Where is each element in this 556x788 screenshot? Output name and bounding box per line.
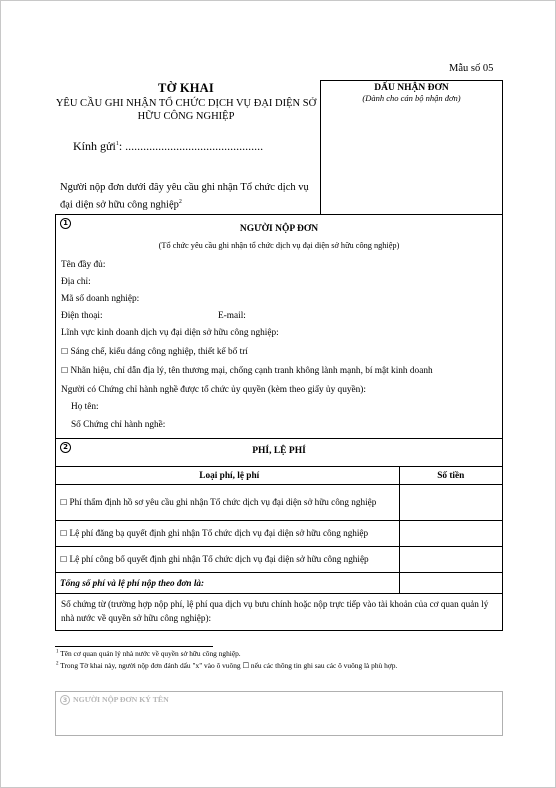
section-applicant-title: NGƯỜI NỘP ĐƠN	[239, 224, 319, 234]
section-applicant	[56, 215, 502, 439]
section-fees-title: PHÍ, LỆ PHÍ	[252, 446, 306, 456]
footnote-1	[56, 649, 241, 658]
fee-registration-label: Lệ phí đăng bạ quyết định ghi nhận Tổ chức dịch vụ đại diện sở hữu công nghiệp	[69, 528, 369, 538]
authorized-person-heading: Người có Chứng chỉ hành nghề được tổ chức ủy quyền (kèm theo giấy ủy quyền):	[61, 385, 366, 395]
form-title: TỜ KHAI	[158, 81, 214, 95]
total-amount-cell[interactable]	[399, 573, 502, 593]
signature-label-text: NGƯỜI NỘP ĐƠN KÝ TÊN	[73, 695, 169, 704]
checkbox-icon[interactable]: ☐	[61, 347, 69, 356]
col-fee-type: Loại phí, lệ phí	[56, 467, 399, 485]
signature-box[interactable]	[55, 691, 503, 736]
option-trademark-label: Nhãn hiệu, chỉ dẫn địa lý, tên thương mại, chống cạnh tranh không lành mạnh, bí mật kinh doanh	[70, 366, 433, 376]
footnote-2-ref: 2	[56, 661, 59, 667]
footnote-ref-2: 2	[178, 199, 182, 205]
footnote-2-text: Trong Tờ khai này, người nộp đơn đánh dấu "x" vào ô vuông ☐ nếu các thông tin ghi sau các ô vuông là phù hợp.	[58, 661, 398, 670]
intro-text	[60, 181, 318, 213]
payment-evidence-field[interactable]: Số chứng từ (trường hợp nộp phí, lệ phí qua dịch vụ bưu chính hoặc nộp trực tiếp vào tài khoản của cơ quan quản lý nhà nước về quyền sở hữu công nghiệp):	[56, 593, 502, 630]
addressee-line[interactable]	[73, 139, 263, 154]
total-fee-label: Tổng số phí và lệ phí nộp theo đơn là:	[56, 573, 399, 593]
checkbox-icon[interactable]: ☐	[60, 555, 68, 564]
business-code-field[interactable]: Mã số doanh nghiệp:	[61, 294, 140, 304]
section-number-1: 1	[60, 218, 71, 229]
signature-label	[60, 695, 169, 705]
fee-table-header	[56, 467, 502, 485]
footnote-1-ref: 1	[56, 649, 59, 655]
fee-appraisal-label: Phí thẩm định hồ sơ yêu cầu ghi nhận Tổ chức dịch vụ đại diện sở hữu công nghiệp	[69, 497, 377, 507]
option-patent[interactable]	[61, 347, 248, 357]
option-patent-label: Sáng chế, kiểu dáng công nghiệp, thiết kế bố trí	[70, 347, 248, 357]
title-block	[55, 81, 317, 123]
table-row	[56, 547, 502, 573]
footnote-2	[56, 661, 397, 670]
checkbox-icon[interactable]: ☐	[60, 498, 68, 507]
footnote-ref-1: 1	[115, 141, 119, 147]
business-field-heading: Lĩnh vực kinh doanh dịch vụ đại diện sở hữu công nghiệp:	[61, 328, 279, 338]
form-code: Mẫu số 05	[449, 63, 494, 74]
amount-cell[interactable]	[399, 485, 502, 521]
receipt-stamp-box	[320, 80, 503, 214]
addressee-label: Kính gửi	[73, 139, 116, 153]
intro-sentence: Người nộp đơn dưới đây yêu cầu ghi nhận Tổ chức dịch vụ đại diện sở hữu công nghiệp	[60, 182, 309, 211]
stamp-subtitle: (Dành cho cán bộ nhận đơn)	[362, 93, 461, 103]
footnote-1-text: Tên cơ quan quản lý nhà nước về quyền sở hữu công nghiệp.	[58, 649, 241, 658]
option-trademark[interactable]	[61, 366, 433, 376]
checkbox-icon[interactable]: ☐	[60, 529, 68, 538]
section-number-2: 2	[60, 442, 71, 453]
certificate-number-field[interactable]: Số Chứng chỉ hành nghề:	[71, 420, 166, 430]
fee-publication-label: Lệ phí công bố quyết định ghi nhận Tổ chức dịch vụ đại diện sở hữu công nghiệp	[69, 554, 369, 564]
form-frame	[55, 214, 503, 631]
table-row	[56, 573, 502, 593]
stamp-title: DẤU NHẬN ĐƠN	[374, 83, 449, 93]
full-name-field[interactable]: Tên đầy đủ:	[61, 260, 106, 270]
footnote-divider	[55, 646, 213, 647]
fee-table	[56, 466, 502, 593]
address-field[interactable]: Địa chỉ:	[61, 277, 91, 287]
person-name-field[interactable]: Họ tên:	[71, 402, 99, 412]
fee-row-appraisal[interactable]	[56, 485, 399, 521]
amount-cell[interactable]	[399, 521, 502, 547]
email-field[interactable]: E-mail:	[218, 311, 246, 321]
table-row	[56, 521, 502, 547]
checkbox-icon[interactable]: ☐	[61, 366, 69, 375]
table-row	[56, 485, 502, 521]
section-number-3: 3	[60, 695, 70, 705]
form-subtitle: YÊU CẦU GHI NHẬN TỔ CHỨC DỊCH VỤ ĐẠI DIỆN SỞ HỮU CÔNG NGHIỆP	[55, 98, 317, 122]
phone-field[interactable]: Điện thoại:	[61, 311, 103, 321]
fee-row-publication[interactable]	[56, 547, 399, 573]
col-amount: Số tiền	[399, 467, 502, 485]
addressee-dots: : ..............................................	[118, 139, 264, 153]
section-fees-header	[56, 439, 502, 466]
amount-cell[interactable]	[399, 547, 502, 573]
section-applicant-note: (Tổ chức yêu cầu ghi nhận tổ chức dịch vụ đại diện sở hữu công nghiệp)	[158, 241, 400, 250]
fee-row-registration[interactable]	[56, 521, 399, 547]
